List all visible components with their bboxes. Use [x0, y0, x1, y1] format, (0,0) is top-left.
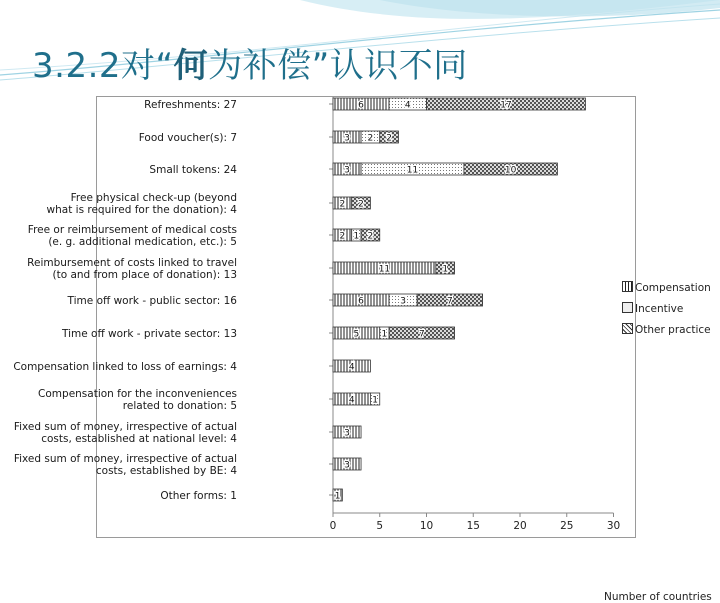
bar-data-label: 5 — [353, 329, 360, 340]
category-label: Free physical check-up (beyond what is required for the donation): 4 — [46, 192, 237, 216]
bar-data-label: 2 — [367, 133, 374, 144]
legend-compensation: Compensation — [622, 281, 711, 294]
bar-data-label: 2 — [339, 231, 346, 242]
bar-data-label: 3 — [344, 165, 350, 176]
category-label: Food voucher(s): 7 — [138, 132, 237, 144]
x-tick-label: 30 — [606, 520, 621, 532]
bar-data-label: 7 — [447, 296, 453, 307]
legend-other-practice: Other practice — [622, 323, 711, 336]
bar-data-label: 1 — [381, 329, 388, 340]
bar-data-label: 2 — [358, 199, 364, 210]
category-label: Fixed sum of money, irrespective of actual costs, established by BE: 4 — [13, 453, 237, 477]
bar-data-label: 6 — [358, 100, 364, 111]
category-label: Refreshments: 27 — [144, 99, 237, 111]
bar-data-label: 3 — [344, 133, 350, 144]
title-bold: 何 — [173, 46, 209, 86]
category-label: Compensation for the inconveniences related to donation: 5 — [38, 388, 237, 412]
bar-data-label: 7 — [418, 329, 425, 340]
bar-data-label: 6 — [358, 296, 364, 307]
bar-data-label: 3 — [344, 460, 350, 471]
category-label: Free or reimbursement of medical costs (e. g. additional medication, etc.): 5 — [27, 224, 237, 248]
x-tick-label: 20 — [513, 520, 527, 532]
title-suffix: 为补偿”认识不同 — [208, 46, 468, 86]
category-label: Compensation linked to loss of earnings: 4 — [13, 361, 237, 373]
category-label: Small tokens: 24 — [149, 164, 237, 176]
category-label: Time off work - public sector: 16 — [67, 295, 237, 307]
bar-data-label: 3 — [400, 296, 406, 307]
bar-data-label: 2 — [339, 199, 346, 210]
chart-frame — [13, 96, 712, 603]
bar-data-label: 4 — [348, 362, 355, 373]
bar-data-label: 1 — [442, 264, 449, 275]
bar-data-label: 1 — [334, 491, 341, 502]
category-label: Reimbursement of costs linked to travel (to and from place of donation): 13 — [27, 257, 237, 281]
bar-data-label: 11 — [378, 264, 391, 275]
category-label: Other forms: 1 — [160, 490, 237, 502]
bar-data-label: 4 — [348, 395, 355, 406]
bar-data-label: 10 — [504, 165, 517, 176]
bar-data-label: 1 — [372, 395, 378, 406]
x-tick-label: 25 — [560, 520, 574, 532]
legend-incentive: Incentive — [622, 302, 683, 315]
category-label: Time off work - private sector: 13 — [62, 328, 237, 340]
x-tick-label: 0 — [329, 520, 337, 532]
slide-title — [32, 38, 468, 87]
bar-data-label: 1 — [353, 231, 360, 242]
bar-data-label: 3 — [344, 428, 350, 439]
x-tick-label: 10 — [419, 520, 434, 532]
x-tick-label: 5 — [376, 520, 384, 532]
category-label: Fixed sum of money, irrespective of actual costs, established at national level: 4 — [13, 421, 237, 445]
title-prefix: 3.2.2对“ — [32, 46, 174, 86]
bar-data-label: 2 — [386, 133, 392, 144]
x-tick-label: 15 — [466, 520, 480, 532]
x-axis-title: Number of countries — [604, 591, 712, 603]
bar-data-label: 17 — [500, 100, 512, 111]
bar-data-label: 11 — [406, 165, 419, 176]
bar-data-label: 4 — [404, 100, 411, 111]
bar-data-label: 2 — [367, 231, 374, 242]
